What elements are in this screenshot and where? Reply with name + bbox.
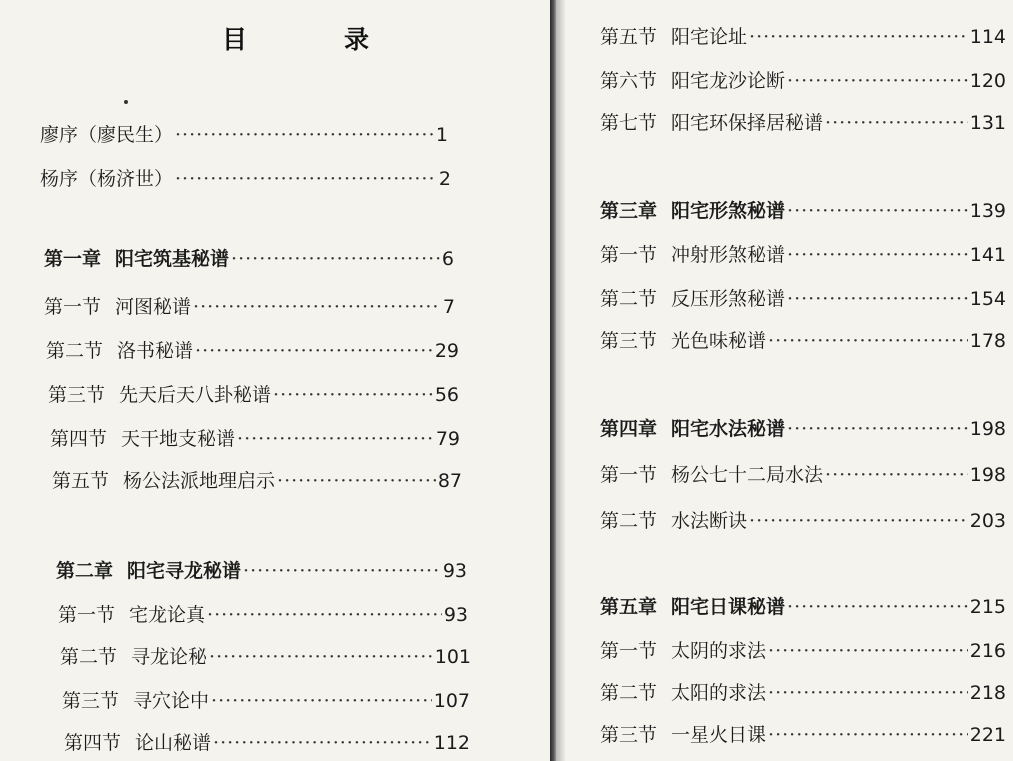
chapter-number: 第一章 xyxy=(44,248,102,270)
entry-name: 冲射形煞秘谱 xyxy=(671,244,786,266)
entry-name: 洛书秘谱 xyxy=(117,340,194,362)
leader-dots xyxy=(237,428,434,450)
toc-entry-ch1-sec5[interactable] xyxy=(52,466,462,493)
section-number: 第三节 xyxy=(62,690,120,712)
leader-dots xyxy=(231,248,440,270)
entry-page-number: 178 xyxy=(969,330,1006,352)
toc-entry-preface-yang[interactable] xyxy=(40,164,451,191)
leader-dots xyxy=(787,288,968,310)
entry-page-number: 120 xyxy=(969,70,1006,92)
toc-entry-ch1-sec1[interactable] xyxy=(44,292,455,319)
section-number: 第二节 xyxy=(600,682,658,704)
entry-name: 阳宅环保择居秘谱 xyxy=(671,112,824,134)
entry-name: 太阴的求法 xyxy=(671,640,767,662)
section-number: 第一节 xyxy=(600,244,658,266)
entry-page-number: 56 xyxy=(434,384,459,406)
entry-page-number: 131 xyxy=(969,112,1006,134)
leader-dots xyxy=(195,340,433,362)
entry-page-number: 203 xyxy=(969,510,1006,532)
entry-name: 一星火日课 xyxy=(671,724,767,746)
entry-name: 杨序（杨济世） xyxy=(40,168,174,190)
toc-entry-ch3-sec2[interactable] xyxy=(600,284,1006,311)
leader-dots xyxy=(825,464,968,486)
entry-page-number: 7 xyxy=(442,296,455,318)
section-number: 第四节 xyxy=(64,732,122,754)
entry-page-number: 6 xyxy=(441,248,454,270)
entry-name: 杨公法派地理启示 xyxy=(123,470,276,492)
entry-page-number: 154 xyxy=(969,288,1006,310)
leader-dots xyxy=(768,724,968,746)
entry-page-number: 221 xyxy=(969,724,1006,746)
toc-entry-ch5-sec2[interactable] xyxy=(600,678,1006,705)
leader-dots xyxy=(213,732,432,754)
entry-name: 阳宅水法秘谱 xyxy=(671,418,786,440)
entry-page-number: 107 xyxy=(433,690,470,712)
section-number: 第三节 xyxy=(600,330,658,352)
leader-dots xyxy=(768,682,968,704)
entry-page-number: 198 xyxy=(969,418,1006,440)
toc-entry-chapter-2[interactable] xyxy=(56,556,467,583)
leader-dots xyxy=(787,596,968,618)
leader-dots xyxy=(768,330,968,352)
section-number: 第五节 xyxy=(52,470,110,492)
right-page xyxy=(556,0,1013,761)
toc-entry-ch3-sec3[interactable] xyxy=(600,326,1006,353)
leader-dots xyxy=(787,418,968,440)
toc-entry-ch2-sec1[interactable] xyxy=(58,600,468,627)
toc-entry-ch4-sec1[interactable] xyxy=(600,460,1006,487)
leader-dots xyxy=(209,646,433,668)
chapter-number: 第三章 xyxy=(600,200,658,222)
leader-dots xyxy=(787,200,968,222)
entry-page-number: 198 xyxy=(969,464,1006,486)
entry-name: 廖序（廖民生） xyxy=(40,124,174,146)
toc-entry-preface-liao[interactable] xyxy=(40,120,448,147)
toc-entry-ch2-sec5[interactable] xyxy=(600,22,1006,49)
section-number: 第一节 xyxy=(58,604,116,626)
entry-page-number: 87 xyxy=(437,470,462,492)
leader-dots xyxy=(749,510,968,532)
section-number: 第五节 xyxy=(600,26,658,48)
toc-entry-ch1-sec4[interactable] xyxy=(50,424,460,451)
entry-name: 阳宅龙沙论断 xyxy=(671,70,786,92)
leader-dots xyxy=(749,26,968,48)
entry-page-number: 216 xyxy=(969,640,1006,662)
entry-name: 光色味秘谱 xyxy=(671,330,767,352)
entry-page-number: 93 xyxy=(443,604,468,626)
entry-page-number: 215 xyxy=(969,596,1006,618)
entry-name: 宅龙论真 xyxy=(129,604,206,626)
section-number: 第一节 xyxy=(600,464,658,486)
entry-name: 杨公七十二局水法 xyxy=(671,464,824,486)
toc-entry-ch4-sec2[interactable] xyxy=(600,506,1006,533)
entry-name: 寻龙论秘 xyxy=(131,646,208,668)
toc-entry-ch2-sec3[interactable] xyxy=(62,686,470,713)
entry-page-number: 93 xyxy=(442,560,467,582)
toc-entry-ch2-sec6[interactable] xyxy=(600,66,1006,93)
section-number: 第二节 xyxy=(60,646,118,668)
entry-name: 先天后天八卦秘谱 xyxy=(119,384,272,406)
toc-entry-ch2-sec2[interactable] xyxy=(60,642,471,669)
section-number: 第三节 xyxy=(600,724,658,746)
leader-dots xyxy=(211,690,432,712)
leader-dots xyxy=(243,560,441,582)
entry-name: 天干地支秘谱 xyxy=(121,428,236,450)
leader-dots xyxy=(787,70,968,92)
page-title: 目 录 xyxy=(222,25,406,54)
toc-entry-ch3-sec1[interactable] xyxy=(600,240,1006,267)
toc-entry-chapter-1[interactable] xyxy=(44,244,454,271)
chapter-number: 第二章 xyxy=(56,560,114,582)
entry-name: 反压形煞秘谱 xyxy=(671,288,786,310)
chapter-number: 第五章 xyxy=(600,596,658,618)
leader-dots xyxy=(175,124,434,146)
entry-page-number: 139 xyxy=(969,200,1006,222)
entry-name: 水法断诀 xyxy=(671,510,748,532)
toc-entry-chapter-3[interactable] xyxy=(600,196,1006,223)
chapter-number: 第四章 xyxy=(600,418,658,440)
entry-page-number: 112 xyxy=(433,732,470,754)
toc-entry-chapter-4[interactable] xyxy=(600,414,1006,441)
leader-dots xyxy=(768,640,968,662)
toc-entry-chapter-5[interactable] xyxy=(600,592,1006,619)
entry-name: 阳宅寻龙秘谱 xyxy=(127,560,242,582)
entry-name: 太阳的求法 xyxy=(671,682,767,704)
section-number: 第七节 xyxy=(600,112,658,134)
entry-page-number: 1 xyxy=(435,124,448,146)
section-number: 第三节 xyxy=(48,384,106,406)
toc-entry-ch1-sec3[interactable] xyxy=(48,380,459,407)
entry-page-number: 218 xyxy=(969,682,1006,704)
entry-page-number: 29 xyxy=(434,340,459,362)
entry-page-number: 141 xyxy=(969,244,1006,266)
section-number: 第六节 xyxy=(600,70,658,92)
entry-name: 河图秘谱 xyxy=(115,296,192,318)
entry-name: 阳宅形煞秘谱 xyxy=(671,200,786,222)
leader-dots xyxy=(175,168,437,190)
entry-name: 论山秘谱 xyxy=(135,732,212,754)
leader-dots xyxy=(273,384,433,406)
entry-name: 阳宅筑基秘谱 xyxy=(115,248,230,270)
entry-name: 阳宅日课秘谱 xyxy=(671,596,786,618)
toc-entry-ch1-sec2[interactable] xyxy=(46,336,459,363)
leader-dots xyxy=(193,296,441,318)
toc-entry-ch2-sec7[interactable] xyxy=(600,108,1006,135)
section-number: 第二节 xyxy=(600,510,658,532)
section-number: 第二节 xyxy=(46,340,104,362)
section-number: 第一节 xyxy=(44,296,102,318)
leader-dots xyxy=(207,604,442,626)
entry-page-number: 101 xyxy=(434,646,471,668)
section-number: 第二节 xyxy=(600,288,658,310)
section-number: 第四节 xyxy=(50,428,108,450)
leader-dots xyxy=(825,112,968,134)
entry-name: 寻穴论中 xyxy=(133,690,210,712)
leader-dots xyxy=(787,244,968,266)
toc-entry-ch5-sec3[interactable] xyxy=(600,720,1006,747)
entry-page-number: 79 xyxy=(435,428,460,450)
entry-name: 阳宅论址 xyxy=(671,26,748,48)
leader-dots xyxy=(277,470,436,492)
ink-speck xyxy=(124,100,128,104)
toc-entry-ch2-sec4[interactable] xyxy=(64,728,470,755)
entry-page-number: 2 xyxy=(438,168,451,190)
section-number: 第一节 xyxy=(600,640,658,662)
toc-entry-ch5-sec1[interactable] xyxy=(600,636,1006,663)
entry-page-number: 114 xyxy=(969,26,1006,48)
